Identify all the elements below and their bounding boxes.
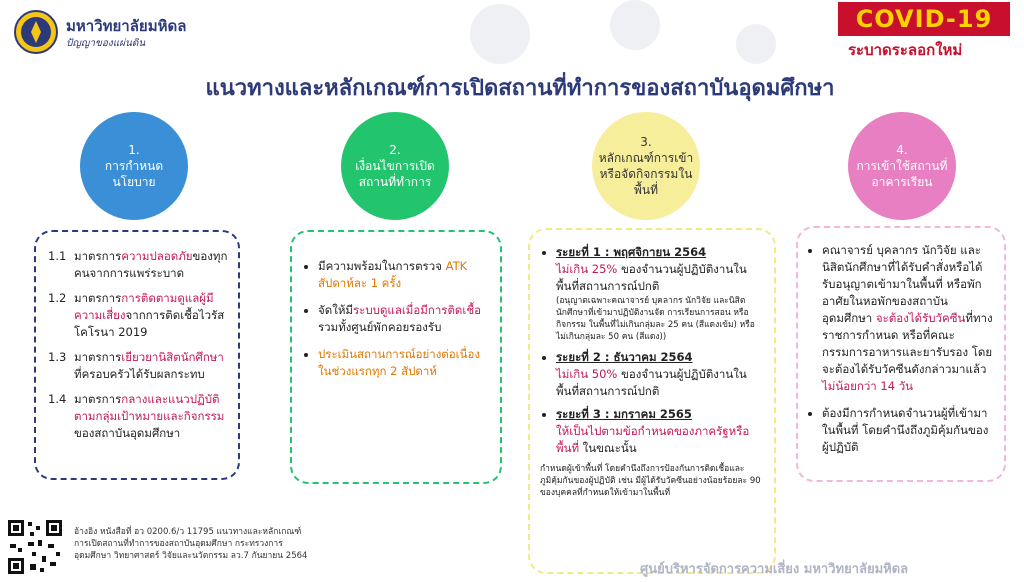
phase-item bbox=[556, 349, 764, 400]
circle-label: การกำหนดนโยบาย bbox=[104, 159, 164, 189]
background-decoration bbox=[736, 24, 776, 64]
item-text: มาตรการ bbox=[74, 392, 122, 406]
item-number: 1.2 bbox=[48, 291, 67, 305]
item-highlight: ประเมินสถานการณ์อย่างต่อเนื่องในช่วงแรกทุก 2 สัปดาห์ bbox=[318, 347, 480, 378]
item-highlight: การติดตามดูแลผู้มีความเสี่ยง bbox=[74, 291, 214, 322]
panel-building bbox=[796, 226, 1006, 482]
item-text: มาตรการ bbox=[74, 249, 122, 263]
qr-code-icon[interactable] bbox=[6, 518, 64, 576]
circle-label: เงื่อนไขการเปิดสถานที่ทำการ bbox=[355, 159, 435, 189]
item-text: มาตรการ bbox=[74, 291, 122, 305]
item-highlight: ความปลอดภัย bbox=[121, 249, 193, 263]
item-highlight: เยียวยานิสิตนักศึกษา bbox=[121, 350, 224, 364]
university-seal-icon bbox=[14, 10, 58, 54]
item-text: ที่ทางราชการกำหนด หรือที่คณะกรรมการอาหารและยารับรอง โดยจะต้องได้รับวัคซีนดังกล่าวมาแล้ว bbox=[822, 311, 993, 376]
circle-label: การเข้าใช้สถานที่อาคารเรียน bbox=[856, 159, 948, 189]
item-number: 1.3 bbox=[48, 350, 67, 364]
phase-highlight: ไม่เกิน 50% bbox=[556, 367, 618, 381]
item-text: มีความพร้อมในการตรวจ bbox=[318, 259, 446, 273]
phase-highlight: ไม่เกิน 25% bbox=[556, 262, 618, 276]
circle-criteria bbox=[592, 112, 700, 220]
item-highlight: ระบบดูแลเมื่อมีการติดเชื้อ bbox=[352, 303, 482, 317]
phase-highlight: ให้เป็นไปตามข้อกำหนดของภาครัฐหรือพื้นที่ bbox=[556, 424, 750, 455]
phase-text: ของจำนวนผู้ปฏิบัติงานในพื้นที่สถานการณ์ปกติ bbox=[556, 367, 747, 398]
item-text: ต้องมีการกำหนดจำนวนผู้ที่เข้ามาในพื้นที่ โดยคำนึงถึงภูมิคุ้มกันของผู้ปฏิบัติ bbox=[822, 406, 989, 454]
item-text: ของทุกคนจากการแพร่ระบาด bbox=[74, 249, 228, 280]
panel-policy bbox=[34, 230, 240, 480]
phase-text: ในขณะนั้น bbox=[579, 441, 637, 455]
panel-criteria bbox=[528, 228, 776, 574]
phase-note: (อนุญาตเฉพาะคณาจารย์ บุคลากร นักวิจัย และนิสิตนักศึกษาที่เข้ามาปฏิบัติงานจัด การเรียนการสอน หรือกิจกรรม ในพื้นที่ไม่เกินกลุ่มละ 25 คน (สีแดงเข้ม) หรือไม่เกินกลุ่มละ 50 คน (สีแดง)) bbox=[556, 296, 755, 342]
university-motto: ปัญญาของแผ่นดิน bbox=[66, 38, 146, 49]
circle-number: 2. bbox=[389, 143, 401, 157]
reference-footnote: อ้างอิง หนังสือที่ อว 0200.6/ว 11795 แนวทางและหลักเกณฑ์การเปิดสถานที่ทำการของสถาบันอุดมศึกษา กระทรวงการอุดมศึกษา วิทยาศาสตร์ วิจัยและนวัตกรรม ลว.7 กันยายน 2564 bbox=[74, 527, 308, 561]
item-text: มาตรการ bbox=[74, 350, 122, 364]
item-text: ของสถาบันอุดมศึกษา bbox=[74, 426, 181, 440]
policy-item bbox=[48, 391, 228, 442]
page-title: แนวทางและหลักเกณฑ์การเปิดสถานที่ทำการของสถาบันอุดมศึกษา bbox=[205, 76, 835, 101]
circle-number: 1. bbox=[128, 143, 140, 157]
condition-item bbox=[318, 346, 490, 380]
condition-item bbox=[318, 302, 490, 336]
item-number: 1.1 bbox=[48, 249, 67, 263]
covid-subtitle: ระบาดระลอกใหม่ bbox=[848, 41, 963, 59]
covid-badge: COVID-19 bbox=[838, 2, 1010, 36]
circle-policy bbox=[80, 112, 188, 220]
circle-label: หลักเกณฑ์การเข้าหรือจัดกิจกรรมในพื้นที่ bbox=[598, 151, 694, 197]
phase-item bbox=[556, 244, 764, 343]
policy-item bbox=[48, 349, 228, 383]
item-highlight: ไม่น้อยกว่า 14 วัน bbox=[822, 379, 914, 393]
condition-item bbox=[318, 258, 490, 292]
policy-item bbox=[48, 290, 228, 341]
footer-credit: ศูนย์บริหารจัดการความเสี่ยง มหาวิทยาลัยมหิดล bbox=[640, 562, 909, 577]
circle-building bbox=[848, 112, 956, 220]
background-decoration bbox=[610, 0, 660, 50]
building-item bbox=[822, 242, 994, 395]
phase-item bbox=[556, 406, 764, 457]
phase-text: ของจำนวนผู้ปฏิบัติงานในพื้นที่สถานการณ์ปกติ bbox=[556, 262, 747, 293]
university-name: มหาวิทยาลัยมหิดล bbox=[66, 17, 187, 35]
phase-heading: • ระยะที่ 3 : มกราคม 2565 bbox=[556, 407, 692, 421]
panel-conditions bbox=[290, 230, 502, 484]
building-item bbox=[822, 405, 994, 456]
item-text: จัดให้มี bbox=[318, 303, 353, 317]
policy-item bbox=[48, 248, 228, 282]
circle-number: 4. bbox=[896, 143, 908, 157]
item-text: ที่ครอบครัวได้รับผลกระทบ bbox=[74, 367, 205, 381]
item-text: คณาจารย์ บุคลากร นักวิจัย และนิสิตนักศึกษาที่ได้รับคำสั่งหรือได้รับอนุญาตเข้ามาในพื้นที่ หรือพักอาศัยในหอพักของสถาบันอุดมศึกษา bbox=[822, 243, 983, 325]
item-number: 1.4 bbox=[48, 392, 67, 406]
phase-heading: • ระยะที่ 2 : ธันวาคม 2564 bbox=[556, 350, 693, 364]
item-text: รวมทั้งศูนย์พักคอยรองรับ bbox=[318, 320, 442, 334]
item-text: จากการติดเชื้อไวรัสโคโรนา 2019 bbox=[74, 308, 225, 339]
item-highlight: ATK สัปดาห์ละ 1 ครั้ง bbox=[318, 259, 468, 290]
item-highlight: จะต้องได้รับวัคซีน bbox=[875, 311, 966, 325]
item-highlight: กลางและแนวปฏิบัติตามกลุ่มเป้าหมายและกิจกรรม bbox=[74, 392, 225, 423]
circle-number: 3. bbox=[640, 135, 652, 149]
background-decoration bbox=[470, 4, 530, 64]
phase-heading: • ระยะที่ 1 : พฤศจิกายน 2564 bbox=[556, 245, 707, 259]
criteria-footer-note: กำหนดผู้เข้าพื้นที่ โดยคำนึงถึงการป้องกันการติดเชื้อและภูมิคุ้มกันของผู้ปฏิบัติ เช่น มีผู้ได้รับวัคซีนอย่างน้อยร้อยละ 90 ของบุคคลที่กำหนดให้เข้ามาในพื้นที่ bbox=[540, 464, 761, 498]
circle-conditions bbox=[341, 112, 449, 220]
